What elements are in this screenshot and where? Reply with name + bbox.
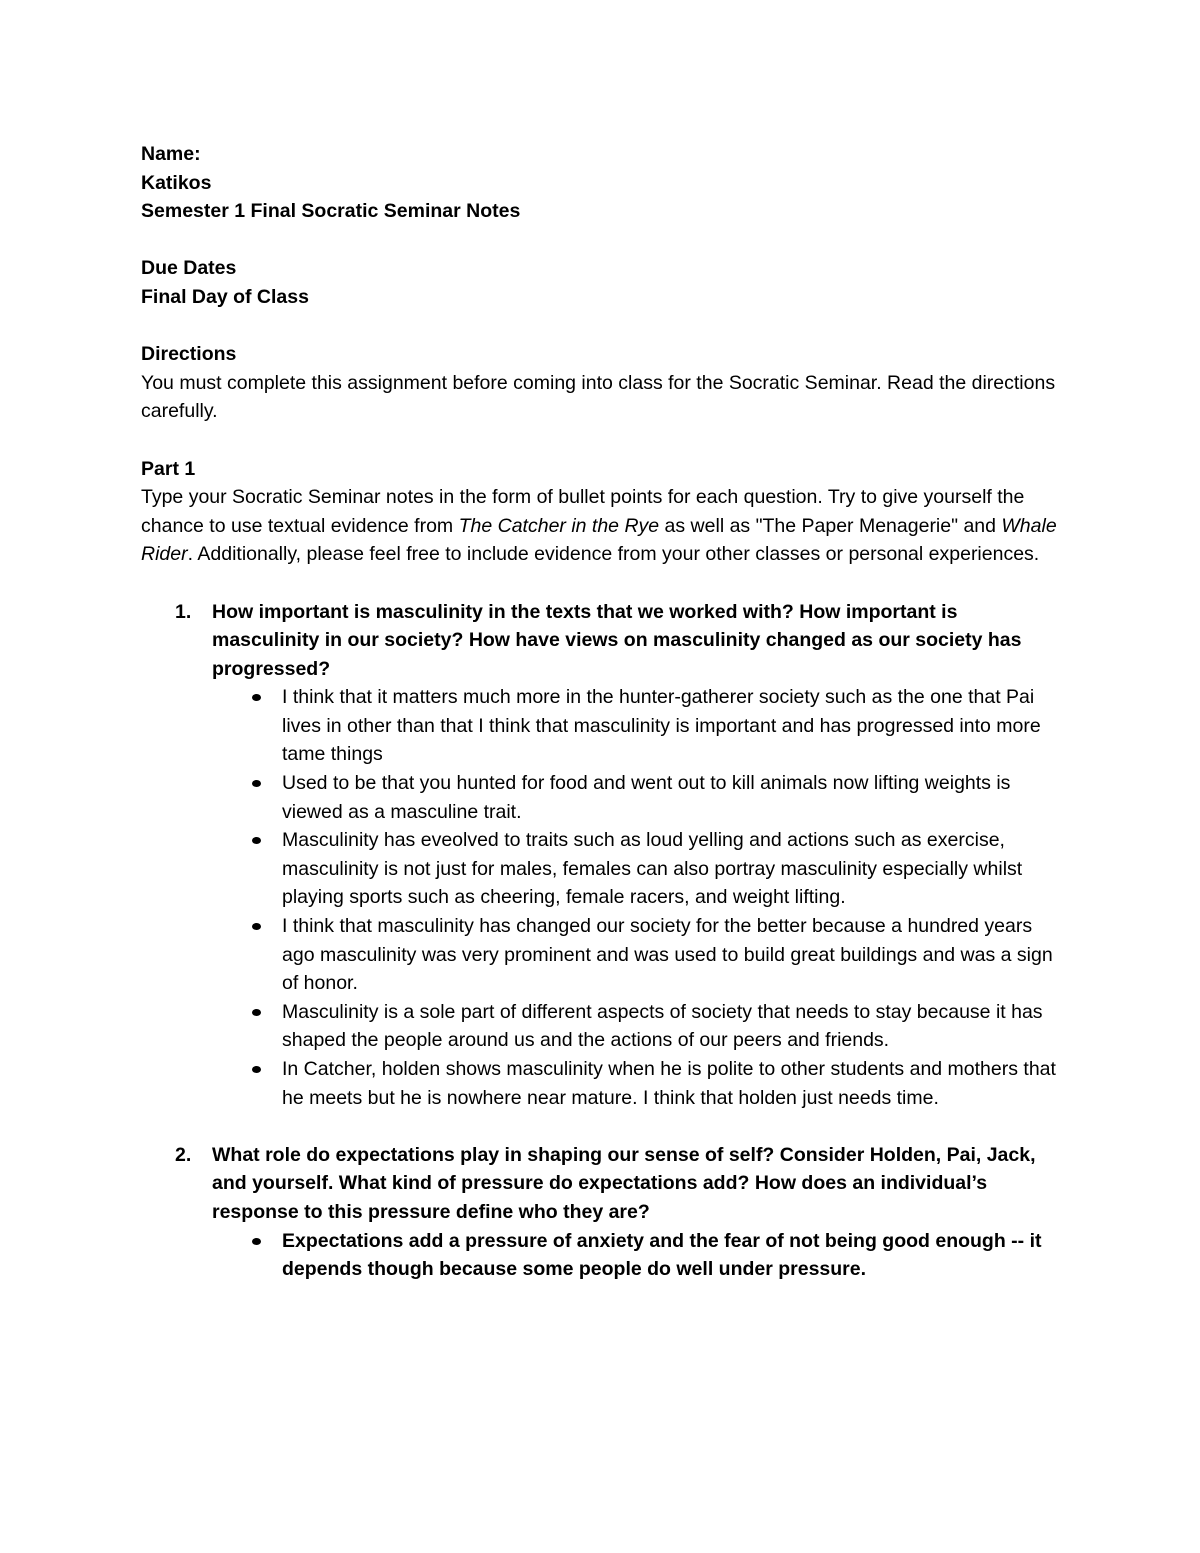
bullet-dot-icon [252, 780, 261, 787]
bullet-item: Expectations add a pressure of anxiety and the fear of not being good enough -- it depends though because some people do well under pressure. [212, 1227, 1066, 1284]
spacer [141, 569, 1066, 598]
directions-heading: Directions [141, 343, 237, 366]
part1-instructions: Type your Socratic Seminar notes in the form of bullet points for each question. Try to give yourself the chance to use textual evidence from The Catcher in the Rye as well as "The Paper Menagerie" and Whale Rider. Additionally, please feel free to include evidence from your other classes or personal experiences. [141, 486, 1057, 566]
due-dates-heading: Due Dates [141, 257, 237, 280]
teacher-name: Katikos [141, 171, 212, 194]
document-page [141, 140, 1066, 1284]
spacer [141, 426, 1066, 455]
bullet-dot-icon [252, 923, 261, 930]
bullet-item: Masculinity has eveolved to traits such as loud yelling and actions such as exercise, masculinity is not just for males, females can also portray masculinity especially whilst playing sports such as cheering, female racers, and weight lifting. [212, 826, 1066, 912]
answer-bullets [212, 1227, 1066, 1284]
bullet-dot-icon [252, 1066, 261, 1073]
question-list [141, 598, 1066, 1284]
name-label: Name: [141, 143, 201, 165]
directions-text: You must complete this assignment before coming into class for the Socratic Seminar. Read the directions carefully. [141, 371, 1056, 423]
bullet-item: I think that it matters much more in the hunter-gatherer society such as the one that Pai lives in other than that I think that masculinity is important and has progressed into more tame things [212, 683, 1066, 769]
bullet-dot-icon [252, 1238, 261, 1245]
title-whale-rider: Whale Rider [141, 514, 1057, 566]
title-catcher-in-the-rye: The Catcher in the Rye [458, 514, 660, 537]
bullet-dot-icon [252, 1009, 261, 1016]
due-date-value: Final Day of Class [141, 285, 309, 308]
bullet-item: Masculinity is a sole part of different aspects of society that needs to stay because it has shaped the people around us and the actions of our peers and friends. [212, 998, 1066, 1055]
bullet-dot-icon [252, 694, 261, 701]
document-title: Semester 1 Final Socratic Seminar Notes [141, 200, 521, 223]
question-text: What role do expectations play in shaping our sense of self? Consider Holden, Pai, Jack, and yourself. What kind of pressure do expectations add? How does an individual’s response to this pressure define who they are? [212, 1143, 1036, 1223]
question-item [141, 1141, 1066, 1284]
part1-heading: Part 1 [141, 457, 196, 480]
spacer [141, 312, 1066, 341]
spacer [141, 226, 1066, 255]
question-item [141, 598, 1066, 1113]
bullet-item: In Catcher, holden shows masculinity when he is polite to other students and mothers that he meets but he is nowhere near mature. I think that holden just needs time. [212, 1055, 1066, 1112]
question-text: How important is masculinity in the texts that we worked with? How important is masculinity in our society? How have views on masculinity changed as our society has progressed? [212, 600, 1022, 680]
bullet-item: Used to be that you hunted for food and went out to kill animals now lifting weights is viewed as a masculine trait. [212, 769, 1066, 826]
answer-bullets [212, 683, 1066, 1112]
spacer [141, 1112, 1066, 1141]
bullet-dot-icon [252, 837, 261, 844]
question-number: 1. [175, 600, 192, 623]
bullet-item: I think that masculinity has changed our society for the better because a hundred years ago masculinity was very prominent and was used to build great buildings and was a sign of honor. [212, 912, 1066, 998]
question-number: 2. [175, 1143, 192, 1166]
